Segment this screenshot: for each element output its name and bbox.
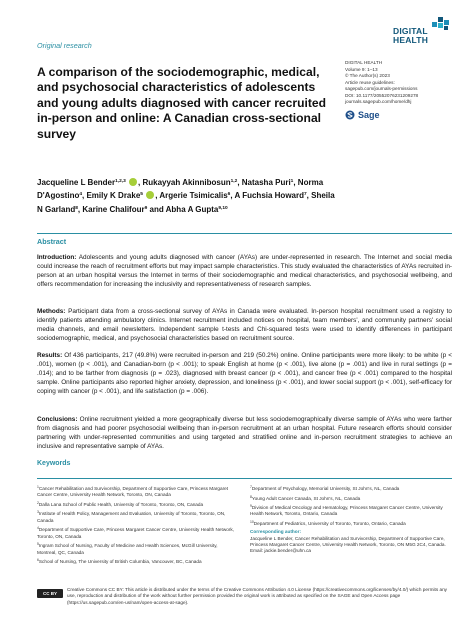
author-name[interactable]: Emily K Drake [86,191,141,201]
meta-volume: Volume 9: 1–13 [345,66,378,72]
corresponding-heading: Corresponding author: [250,529,302,535]
meta-journal-url[interactable]: journals.sagepub.com/home/dhj [345,99,412,104]
affiliation-number: 8 [250,494,252,499]
affiliation-note [250,494,452,502]
author-item [166,205,228,214]
author-affiliation-sup: 6 [227,192,231,198]
author-separator: , [293,178,298,187]
affiliation-number: 9 [250,504,252,509]
author-item [142,178,241,187]
affiliation-number: 6 [37,558,39,563]
affiliation-number: 5 [37,542,39,547]
affiliation-text: Division of Medical Oncology and Hematology, Princess Margaret Cancer Centre, University Health Network, Toronto, Ontario, Canada [250,505,443,517]
affiliation-note [250,484,452,492]
author-name[interactable]: Norma D'Agostino [37,178,324,201]
author-item [242,178,298,187]
cc-license-badge[interactable] [37,589,63,598]
conclusions-label: Conclusions: [37,416,78,423]
cc-badge-label: CC BY [42,591,57,596]
meta-copyright: © The Author(s) 2023 [345,73,390,78]
author-item [37,178,142,187]
author-separator: and [147,204,166,214]
abstract-results [37,351,452,396]
affiliation-text: Department of Pediatrics, University of Toronto, Toronto, Ontario, Canada [253,521,406,527]
author-name[interactable]: Sheila N Garland [37,191,335,214]
affiliation-text: Department of Supportive Care, Princess Margaret Cancer Centre, University Health Network, Toronto, ON, Canada [37,527,235,539]
affiliation-text: Young Adult Cancer Canada, St John's, NL, Canada [251,495,361,501]
orcid-icon[interactable] [146,191,154,199]
affiliation-note [37,557,237,565]
affiliation-text: Ingram School of Nursing, Faculty of Medicine and Health Sciences, McGill University, Montreal, QC, Canada [37,543,218,555]
logo-line-2: HEALTH [393,35,429,45]
logo-line-1: DIGITAL [393,26,428,36]
meta-reuse: Article reuse guidelines: [345,79,395,85]
publisher-name: Sage [358,110,380,120]
affiliation-number: 10 [250,520,254,525]
meta-reuse-url[interactable]: sagepub.com/journals-permissions [345,86,418,91]
author-name[interactable]: A Fuchsia Howard [234,191,304,201]
author-separator: , [230,191,235,201]
abstract-methods [37,307,452,343]
affiliation-text: School of Nursing, The University of British Columbia, Vancouver, BC, Canada [38,559,202,565]
author-separator: , [237,178,242,187]
author-affiliation-sup: 7 [304,192,307,198]
keywords-heading: Keywords [37,460,71,467]
meta-journal: DIGITAL HEALTH [345,60,383,65]
corresponding-text: Jacqueline L Bender, Cancer Rehabilitation and Survivorship, Department of Supportive Care, Princess Margaret Cancer Centre, University Health Network, Toronto, ON M5G 2C4, Canada. [250,535,446,547]
sage-logo-icon [345,110,355,120]
divider-top [37,233,452,234]
author-affiliation-sup: 8 [75,205,78,211]
results-label: Results: [37,352,63,359]
affiliation-number: 4 [37,526,39,531]
orcid-icon[interactable] [129,178,137,186]
author-separator: , [306,191,312,201]
results-text: Of 436 participants, 217 (49.8%) were recruited in-person and 219 (50.2%) online. Online participants were more likely: to be white (p < .001), women (p < .001), and Canadian-born (p < .001); to speak English at home (p < .001), live alone (p = .001) and live in rural settings (p = .014); and to be farther from diagnosis (p = .023), diagnosed with breast cancer (p < .001), and cancer free (p < .001) compared to the hospital sample. Online participants also reported higher anxiety, depression, and loneliness (p < .001), and lower social support (p < .001), self-efficacy for coping with cancer (p < .001), and life satisfaction (p = .006). [37,352,452,396]
affiliation-note [250,519,452,527]
abstract-conclusions [37,415,452,451]
author-affiliation-sup: 4 [79,192,83,198]
affiliation-note [250,503,452,518]
author-name[interactable]: Karine Chalifour [82,204,145,214]
affiliations-right [250,484,452,555]
divider-bottom [37,478,452,479]
author-item [159,191,234,200]
affiliation-note [37,541,237,556]
author-separator: , [77,204,83,214]
affiliation-text: Dalla Lana School of Public Health, University of Toronto, Toronto, ON, Canada [38,501,204,507]
affiliation-number: 7 [250,485,252,489]
introduction-label: Introduction: [37,254,77,261]
article-title: A comparison of the sociodemographic, medical, and psychosocial characteristics of adolescents and young adults diagnosed with cancer recruited in-person and online: A Canadian cross-sectional survey [37,65,326,141]
affiliation-text: Institute of Health Policy, Management and Evaluation, University of Toronto, Toronto, ON, Canada [37,511,226,523]
affiliation-number: 1 [37,485,39,489]
affiliation-number: 2 [37,500,39,505]
author-affiliation-sup: 1,2 [230,179,238,184]
affiliation-note [37,509,237,524]
author-separator: , [82,191,87,201]
abstract-introduction [37,253,452,289]
journal-logo [393,16,453,46]
author-item [235,191,312,200]
author-separator: , [138,178,143,187]
affiliation-number: 3 [37,510,39,515]
author-separator: , [155,191,160,201]
affiliations-left [37,484,237,567]
methods-label: Methods: [37,308,66,315]
article-meta [345,60,460,106]
author-affiliation-sup: 5 [140,192,143,198]
section-label: Original research [37,41,92,50]
author-affiliation-sup: 9 [144,205,148,211]
author-affiliation-sup: 1,2,3 [115,179,126,184]
affiliation-text: Cancer Rehabilitation and Survivorship, Department of Supportive Care, Princess Margaret Cancer Centre, University Health Network, Toronto, ON, Canada [37,486,229,498]
affiliation-note [37,484,237,499]
author-affiliation-sup: 9,10 [218,205,228,211]
methods-text: Participant data from a cross-sectional survey of AYAs in Canada were evaluated. In-person hospital recruitment used a registry to identify patients attending ambulatory clinics. Internet recruitment included notices on hospital, team members', and community partners' social media channels, and email newsletters. Independent sample t-tests and Chi-squared tests were used to identify differences in participant sociodemographic, medical, and psychosocial characteristics based on recruitment source. [37,308,452,343]
affiliation-note [37,525,237,540]
meta-doi[interactable]: DOI: 10.1177/20552076231209278 [345,92,419,98]
author-name[interactable]: Abha A Gupta [165,204,219,214]
author-list [37,176,337,216]
author-item [86,191,159,200]
author-name[interactable]: Natasha Puri [241,178,291,187]
publisher-logo [345,110,380,120]
abstract-heading: Abstract [37,237,67,246]
corresponding-email[interactable]: Email: jackie.bender@uhn.ca [250,548,312,554]
affiliation-note [37,500,237,508]
introduction-text: Adolescents and young adults diagnosed with cancer (AYAs) are under-represented in research. The Internet and social media could increase the reach of recruitment efforts but may impact sample characteristics. This study evaluated the characteristics of AYAs recruited in-person at an urban hospital versus the Internet in terms of their sociodemographic and medical characteristics, and psychosocial wellbeing, and offers recommendation for increasing the inclusivity and representativeness of research samples. [37,254,452,289]
license-text: Creative Commons CC BY: This article is distributed under the terms of the Creative Commons Attribution 4.0 License (https://creativecommons.org/licenses/by/4.0/) which permits any use, reproduction and distribution of the work without further permission provided the original work is attributed as specified on the SAGE and Open Access page (https://us.sagepub.com/en-us/nam/open-access-at-sage). [67,587,448,605]
author-name[interactable]: Argerie Tsimicalis [159,191,228,201]
logo-mark-icon [430,16,452,34]
author-name[interactable]: Rukayyah Akinnibosun [142,178,231,187]
license-block [37,587,452,606]
author-name[interactable]: Jacqueline L Bender [37,178,116,187]
author-affiliation-sup: 1 [290,179,294,184]
author-item [82,205,165,214]
conclusions-text: Online recruitment yielded a more geographically diverse but less sociodemographically diverse sample of AYAs who were farther from diagnosis and had poorer psychosocial wellbeing than in-person recruitment at an urban hospital. Future research efforts should consider partnering with under-represented communities and using targeted and stratified online and in-person recruitment strategies to achieve an inclusive and representative sample of AYAs. [37,416,452,451]
affiliation-text: Department of Psychology, Memorial University, St John's, NL, Canada [251,486,400,491]
